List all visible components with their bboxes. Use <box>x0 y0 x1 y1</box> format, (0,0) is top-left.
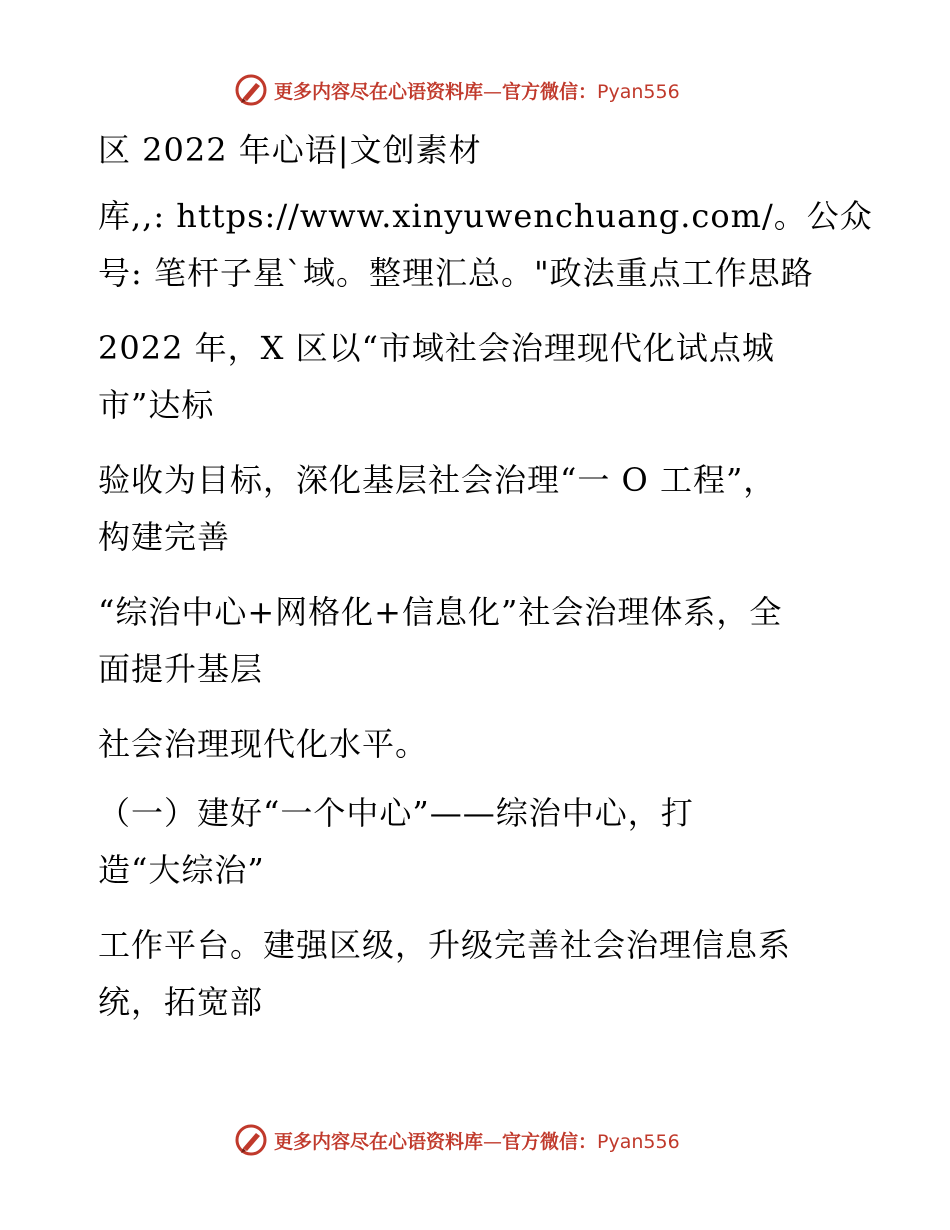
text-line: 社会治理现代化水平。 <box>98 725 429 763</box>
text-line: 构建完善 <box>98 518 231 556</box>
text-line: 市”达标 <box>98 386 215 424</box>
watermark-sub-text: 官方微信： <box>502 80 598 103</box>
watermark-wechat-id: Pyan556 <box>597 80 680 103</box>
footer-watermark-banner <box>234 1122 714 1158</box>
text-line: 库,,: https://www.xinyuwenchuang.com/。公众 <box>98 197 873 235</box>
text-line: 造“大综治” <box>98 851 265 889</box>
text-line: 号: 笔杆子星`域。整理汇总。"政法重点工作思路 <box>98 254 814 292</box>
text-line: 工作平台。建强区级，升级完善社会治理信息系 <box>98 926 792 964</box>
document-body <box>98 120 888 1022</box>
text-line: 统，拓宽部 <box>98 983 264 1021</box>
watermark-main-text: 更多内容尽在心语资料库 <box>274 80 484 103</box>
watermark-text <box>274 77 680 104</box>
pen-logo-icon <box>234 73 268 107</box>
pen-logo-icon <box>234 1123 268 1157</box>
text-line: 验收为目标，深化基层社会治理“一 O 工程”， <box>98 461 777 499</box>
text-line: 面提升基层 <box>98 650 264 688</box>
watermark-wechat-id: Pyan556 <box>597 1130 680 1153</box>
text-line: “综治中心+网格化+信息化”社会治理体系，全 <box>98 593 783 631</box>
watermark-sub-text: 官方微信： <box>502 1130 598 1153</box>
text-line: （一）建好“一个中心”——综治中心，打 <box>98 794 694 832</box>
text-line: 2022 年，X 区以“市域社会治理现代化试点城 <box>98 329 775 367</box>
text-line: 区 2022 年心语|文创素材 <box>98 131 482 169</box>
watermark-main-text: 更多内容尽在心语资料库 <box>274 1130 484 1153</box>
watermark-text <box>274 1127 680 1154</box>
header-watermark-banner <box>234 72 714 108</box>
watermark-dash: — <box>483 1130 503 1153</box>
watermark-dash: — <box>483 80 503 103</box>
